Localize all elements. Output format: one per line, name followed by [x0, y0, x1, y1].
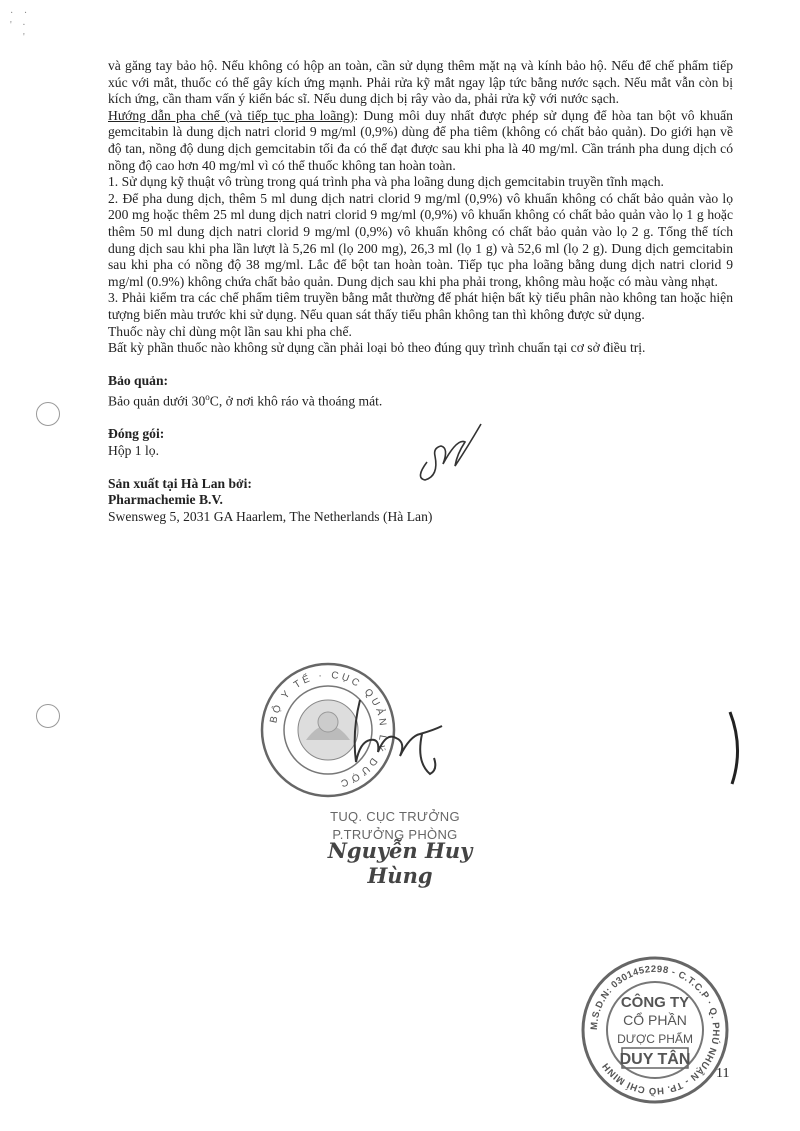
- packaging-text: Hộp 1 lọ.: [108, 443, 159, 458]
- single-use-note: Thuốc này chỉ dùng một lần sau khi pha chế.: [108, 323, 352, 339]
- preparation-heading: Hướng dẫn pha chế (và tiếp tục pha loãng): [108, 107, 355, 123]
- step-3: 3. Phải kiểm tra các chế phẩm tiêm truyền bằng mắt thường để phát hiện bất kỳ tiểu phân nào không tan hoặc hiện tượng biến màu trước khi sử dụng. Nếu quan sát thấy tiểu phân không tan thì không được sử dụng.: [108, 290, 733, 322]
- company-stamp-line-3: DƯỢC PHẨM: [617, 1032, 693, 1046]
- storage-text: Bảo quản dưới 30$^o$C, ở nơi khô ráo và thoáng mát.: [108, 392, 383, 409]
- scan-edge-mark: [724, 708, 748, 788]
- manufacturer-address: Swensweg 5, 2031 GA Haarlem, The Netherlands (Hà Lan): [108, 508, 433, 524]
- director-signature: [330, 692, 450, 782]
- packaging-heading: Đóng gói:: [108, 426, 165, 442]
- company-stamp-line-1: CÔNG TY: [620, 994, 690, 1011]
- preparation-text: : Dung môi duy nhất được phép sử dụng để hòa tan bột vô khuẩn gemcitabin là dung dịch natri clorid 9 mg/ml (0,9%) dùng để pha tiêm (không có chất bảo quản). Do giới hạn về độ tan, nồng độ dung dịch gemcitabin tối đa có thể đạt được sau khi pha là 40 mg/ml. Cần tránh pha dung dịch có nồng độ cao hơn 40 mg/ml vì có thể thuốc không tan hoàn toàn.: [108, 107, 733, 173]
- signer-name: Nguyễn Huy Hùng: [327, 838, 473, 888]
- ministry-seal-ring-text: BỘ Y TẾ · CỤC QUẢN LÝ DƯỢC: [268, 669, 389, 790]
- company-stamp-ring-text: M.S.D.N: 0301452298 - C.T.C.P · Q. PHÚ NHUẬN - TP. HỒ CHÍ MINH: [588, 963, 722, 1097]
- company-stamp: [580, 955, 730, 1105]
- signer-title-2: P.TRƯỞNG PHÒNG: [332, 827, 458, 842]
- punch-hole-bottom: [36, 704, 60, 728]
- step-1: 1. Sử dụng kỹ thuật vô trùng trong quá trình pha và pha loãng dung dịch gemcitabin truyền tĩnh mạch.: [108, 174, 664, 190]
- punch-hole-top: [36, 402, 60, 426]
- safety-paragraph: và găng tay bảo hộ. Nếu không có hộp an toàn, cần sử dụng thêm mặt nạ và kính bảo hộ. Nếu để chế phẩm tiếp xúc với mắt, thuốc có thể gây kích ứng mạnh. Phải rửa kỹ mắt ngay lập tức bằng nước sạch. Nếu mắt vẫn còn bị kích ứng, cần tham vấn ý kiến bác sĩ. Nếu dung dịch bị rây vào da, phải rửa kỹ với nước sạch.: [108, 58, 733, 107]
- page-number: 11: [716, 1066, 730, 1081]
- scan-corner-marks: · · ' · ': [10, 8, 32, 43]
- signer-title-1: TUQ. CỤC TRƯỞNG: [330, 809, 460, 824]
- initials-signature: [405, 418, 485, 488]
- manufacturer-heading: Sản xuất tại Hà Lan bởi:: [108, 475, 252, 491]
- storage-heading: Bảo quản:: [108, 372, 169, 388]
- manufacturer-name: Pharmachemie B.V.: [108, 492, 223, 508]
- preparation-paragraph: [108, 108, 733, 174]
- company-stamp-line-4: DUY TÂN: [619, 1051, 691, 1068]
- step-2: 2. Để pha dung dịch, thêm 5 ml dung dịch natri clorid 9 mg/ml (0,9%) vô khuẩn không có chất bảo quản vào lọ 200 mg hoặc thêm 25 ml dung dịch natri clorid 9 mg/ml (0,9%) vô khuẩn không có chất bảo quản vào lọ 1 g hoặc thêm 50 ml dung dịch natri clorid 9 mg/ml (0,9%) vô khuẩn không có chất bảo quản vào lọ 2 g. Tổng thể tích dung dịch sau khi pha lần lượt là 5,26 ml (lọ 200 mg), 26,3 ml (lọ 1 g) và 52,6 ml (lọ 2 g). Dung dịch gemcitabin sau khi pha có nồng độ 38 mg/ml. Lắc để bột tan hoàn toàn. Tiếp tục pha loãng bằng dung dịch natri clorid 9 mg/ml (0.9%) không chứa chất bảo quản. Dung dịch sau khi pha phải trong, không màu hoặc có màu vàng nhạt.: [108, 190, 733, 289]
- company-stamp-line-2: CỔ PHẦN: [623, 1012, 687, 1028]
- disposal-note: Bất kỳ phần thuốc nào không sử dụng cần phải loại bỏ theo đúng quy trình chuẩn tại cơ sở điều trị.: [108, 340, 646, 356]
